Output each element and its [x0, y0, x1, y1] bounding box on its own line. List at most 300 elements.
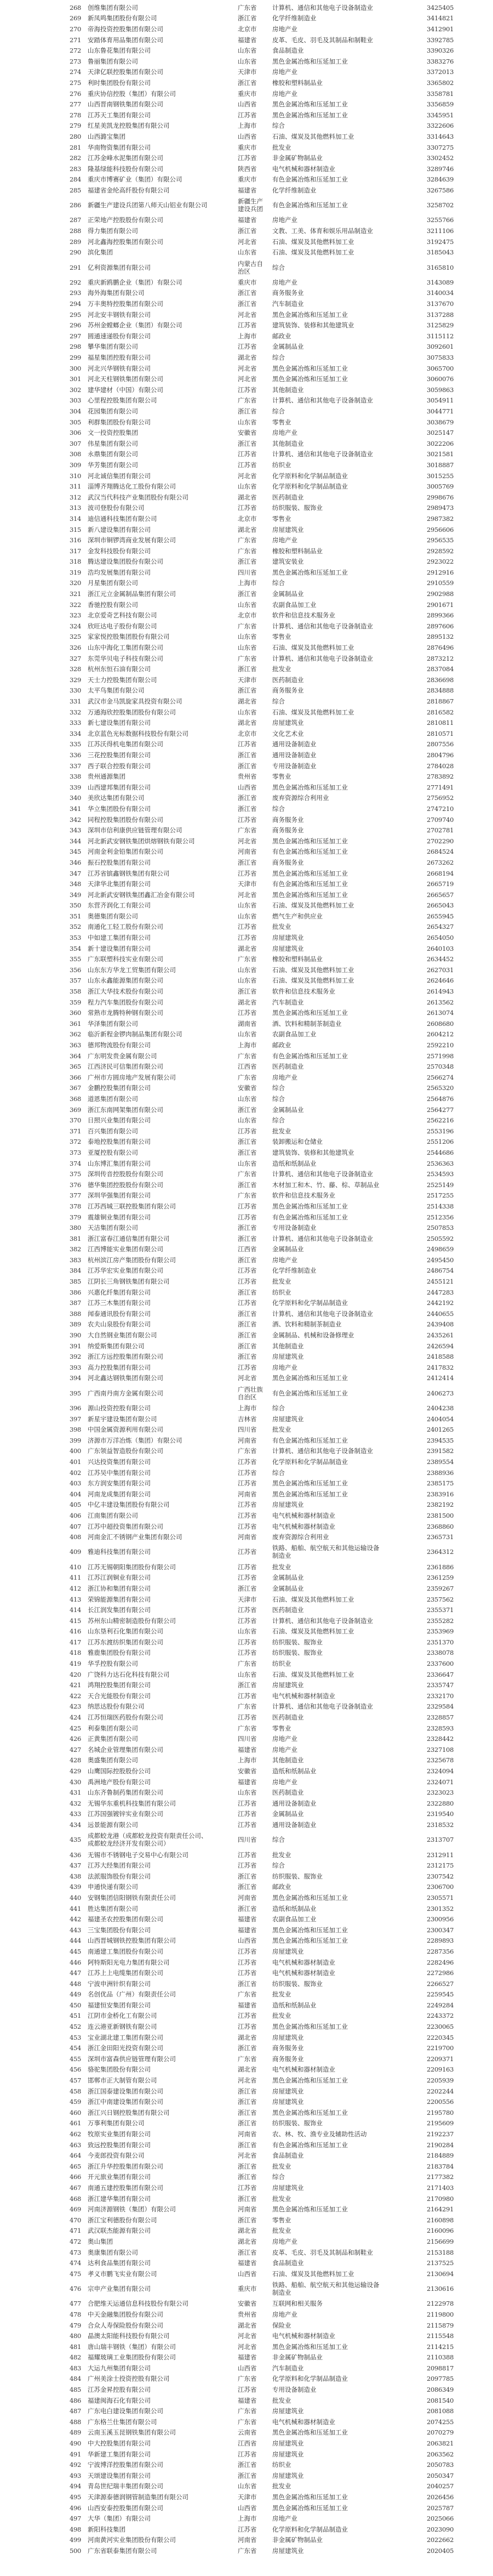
table-row [0, 567, 493, 578]
rank-cell: 299 [70, 354, 82, 362]
province-cell: 江苏省 [238, 1522, 257, 1530]
revenue-cell: 2209163 [427, 2066, 454, 2074]
table-row [0, 1860, 493, 1871]
company-name-cell: 文一投资控股集团 [88, 429, 138, 437]
rank-cell: 476 [70, 2285, 82, 2293]
table-row [0, 1137, 493, 1148]
table-row [0, 2257, 493, 2268]
industry-cell: 医药制造业 [272, 1713, 304, 1722]
table-row [0, 1562, 493, 1573]
table-row [0, 2374, 493, 2385]
industry-cell: 商务服务业 [272, 2044, 304, 2052]
table-row [0, 610, 493, 621]
province-cell: 上海市 [238, 1404, 257, 1412]
company-name-cell: 苏州东山精密制造股份有限公司 [88, 1616, 176, 1625]
province-cell: 江苏省 [238, 1127, 257, 1135]
company-name-cell: 安钢集团信阳钢铁有限责任公司 [88, 1893, 176, 1902]
table-row [0, 997, 493, 1008]
province-cell: 贵州省 [238, 2310, 257, 2318]
revenue-cell: 3372013 [427, 68, 454, 76]
province-cell: 浙江省 [238, 1584, 257, 1592]
province-cell: 浙江省 [238, 686, 257, 695]
industry-cell: 批发业 [272, 1278, 291, 1286]
province-cell: 山东省 [238, 1094, 257, 1103]
table-row [0, 110, 493, 121]
revenue-cell: 2306700 [427, 1883, 454, 1891]
province-cell: 上海市 [238, 122, 257, 130]
province-cell: 福建省 [238, 1915, 257, 1924]
company-name-cell: 法派服饰股份有限公司 [88, 1872, 151, 1880]
company-name-cell: 山鹰国际控股股份公司 [88, 1767, 151, 1775]
revenue-cell: 3140034 [427, 289, 454, 297]
table-row [0, 1967, 493, 1978]
province-cell: 福建省 [238, 36, 257, 44]
province-cell: 江西省 [238, 2439, 257, 2448]
table-row [0, 131, 493, 142]
industry-cell: 石油、煤炭及其他燃料加工业 [272, 248, 354, 257]
province-cell: 江苏省 [238, 1511, 257, 1519]
industry-cell: 软件和信息技术服务业 [272, 1191, 335, 1200]
rank-cell: 344 [70, 837, 82, 845]
revenue-cell: 2534593 [427, 1170, 454, 1178]
rank-cell: 463 [70, 2141, 82, 2149]
revenue-cell: 2665719 [427, 880, 454, 888]
industry-cell: 黑色金属冶炼和压延加工业 [272, 111, 348, 119]
revenue-cell: 3185043 [427, 248, 454, 257]
table-row [0, 298, 493, 309]
rank-cell: 278 [70, 111, 82, 119]
rank-cell: 397 [70, 1415, 82, 1423]
province-cell: 浙江省 [238, 2248, 257, 2256]
rank-cell: 467 [70, 2183, 82, 2192]
rank-cell: 499 [70, 2536, 82, 2544]
rank-cell: 453 [70, 2033, 82, 2041]
company-name-cell: 帝海投资控股集团有限公司 [88, 25, 163, 33]
industry-cell: 黑色金属冶炼和压延加工业 [272, 310, 348, 319]
company-name-cell: 滨化集团 [88, 248, 113, 257]
industry-cell: 房地产业 [272, 1778, 297, 1786]
revenue-cell: 2624646 [427, 977, 454, 985]
province-cell: 江苏省 [238, 1479, 257, 1488]
industry-cell: 批发业 [272, 1851, 291, 1859]
rank-cell: 497 [70, 2515, 82, 2523]
revenue-cell: 2804796 [427, 751, 454, 759]
rank-cell: 445 [70, 1947, 82, 1955]
revenue-cell: 2912916 [427, 568, 454, 576]
company-name-cell: 江苏中超投资集团有限公司 [88, 1522, 163, 1530]
province-cell: 江苏省 [238, 1958, 257, 1966]
province-cell: 江苏省 [238, 1202, 257, 1210]
company-name-cell: 福耀玻璃工业集团股份有限公司 [88, 2353, 176, 2362]
revenue-cell: 2684524 [427, 848, 454, 856]
industry-cell [272, 1544, 427, 1559]
province-cell: 江苏省 [238, 450, 257, 458]
rank-cell: 400 [70, 1447, 82, 1455]
revenue-cell: 2156699 [427, 2237, 454, 2245]
revenue-cell: 2050783 [427, 2461, 454, 2469]
province-cell: 安徽省 [238, 1084, 257, 1092]
company-name-cell: 攀华集团有限公司 [88, 343, 138, 351]
revenue-cell: 2910559 [427, 579, 454, 587]
province-cell: 河南省 [238, 848, 257, 856]
industry-cell: 综合 [272, 1836, 285, 1844]
rank-cell: 276 [70, 89, 82, 98]
table-row [0, 35, 493, 46]
company-name-cell: 万丰奥特控股集团有限公司 [88, 300, 163, 308]
rank-cell: 496 [70, 2504, 82, 2512]
province-cell: 江苏省 [238, 1457, 257, 1466]
company-name-cell: 河北鑫海控股集团有限公司 [88, 237, 163, 246]
province-cell: 江苏省 [238, 934, 257, 942]
province-cell: 浙江省 [238, 1342, 257, 1350]
rank-cell: 404 [70, 1490, 82, 1498]
company-name-cell: 江苏华宏实业集团有限公司 [88, 1267, 163, 1275]
company-name-cell: 奥康集团有限公司 [88, 2248, 138, 2256]
industry-cell: 石油、煤炭及其他燃料加工业 [272, 708, 354, 716]
revenue-cell: 3356859 [427, 100, 454, 109]
company-name-cell: 江苏西城三联控股集团有限公司 [88, 1202, 176, 1210]
revenue-cell: 2329584 [427, 1703, 454, 1711]
province-cell: 江苏省 [238, 2450, 257, 2458]
revenue-cell: 2325678 [427, 1756, 454, 1764]
province-cell: 湖北省 [238, 719, 257, 727]
rank-cell: 319 [70, 568, 82, 576]
industry-cell: 酒、饮料和精制茶制造业 [272, 1320, 342, 1329]
company-name-cell: 浙江兴日钢控股集团有限公司 [88, 2108, 170, 2117]
table-row [0, 1478, 493, 1489]
company-name-cell: 浙江建华集团有限公司 [88, 2194, 151, 2203]
table-row [0, 1115, 493, 1126]
company-name-cell: 兴惠化纤集团有限公司 [88, 1288, 151, 1296]
industry-cell: 化学纤维制造业 [272, 1267, 317, 1275]
company-name-cell: 纳爱斯集团有限公司 [88, 1342, 145, 1350]
table-row [0, 247, 493, 258]
company-name-cell: 广州市方圆房地产发展有限公司 [88, 1073, 176, 1081]
company-name-cell: 江苏恒瑞医药股份有限公司 [88, 1713, 163, 1722]
revenue-cell: 2361886 [427, 1563, 454, 1571]
table-row [0, 1179, 493, 1190]
table-row [0, 2470, 493, 2481]
company-name-cell: 河北鑫达钢铁集团有限公司 [88, 1374, 163, 1382]
table-row [0, 196, 493, 215]
industry-cell: 互联网和相关服务 [272, 2300, 323, 2308]
revenue-cell: 2153188 [427, 2248, 454, 2256]
table-row [0, 761, 493, 771]
rank-cell: 473 [70, 2248, 82, 2256]
province-cell: 浙江省 [238, 439, 257, 447]
province-cell: 河北省 [238, 237, 257, 246]
province-cell: 湖北省 [238, 2237, 257, 2245]
rank-cell: 364 [70, 1052, 82, 1060]
industry-cell: 装卸搬运和仓储业 [272, 1138, 323, 1146]
industry-cell: 造纸和纸制品业 [272, 1159, 317, 1167]
company-name-cell: 农夫山泉股份有限公司 [88, 1320, 151, 1329]
rank-cell: 457 [70, 2076, 82, 2085]
industry-cell: 木材加工和木、竹、藤、棕、草制品业 [272, 1181, 380, 1189]
industry-cell: 黑色金属冶炼和压延加工业 [272, 1893, 348, 1902]
revenue-cell: 2243372 [427, 2012, 454, 2020]
rank-cell: 296 [70, 321, 82, 330]
rank-cell: 371 [70, 1127, 82, 1135]
province-cell: 山东省 [238, 966, 257, 974]
industry-cell: 通用设备制造业 [272, 1799, 317, 1807]
company-name-cell: 奥德集团有限公司 [88, 912, 138, 920]
company-name-cell: 月星集团有限公司 [88, 579, 138, 587]
industry-cell: 造纸和纸制品业 [272, 1904, 317, 1913]
rank-cell: 459 [70, 2098, 82, 2106]
table-row [0, 1798, 493, 1809]
company-name-cell: 金鹏控股集团有限公司 [88, 1084, 151, 1092]
province-cell: 广东省 [238, 1073, 257, 1081]
province-cell: 江苏省 [238, 321, 257, 330]
table-row [0, 1594, 493, 1605]
industry-cell: 综合 [272, 1862, 285, 1870]
revenue-cell: 2401265 [427, 1426, 454, 1434]
revenue-cell: 2391582 [427, 1447, 454, 1455]
industry-cell: 房地产业 [272, 89, 297, 98]
company-name-cell: 安踏体育用品集团有限公司 [88, 36, 163, 44]
revenue-cell: 2836698 [427, 676, 454, 684]
table-row [0, 2140, 493, 2151]
province-cell [238, 197, 272, 213]
province-cell: 河北省 [238, 472, 257, 480]
province-cell: 河南省 [238, 2536, 257, 2544]
industry-cell: 非金属矿物制品业 [272, 154, 323, 162]
province-cell: 湖北省 [238, 944, 257, 952]
rank-cell: 394 [70, 1374, 82, 1382]
province-cell: 浙江省 [238, 1872, 257, 1880]
revenue-cell: 3412901 [427, 25, 454, 33]
company-name-cell: 雅鹿集团股份有限公司 [88, 1649, 151, 1657]
company-name-cell: 浙江升华控股集团有限公司 [88, 2162, 163, 2170]
company-name-cell: 禹洲地产股份有限公司 [88, 1778, 151, 1786]
company-name-cell: 河南黄河实业集团股份有限公司 [88, 2536, 176, 2544]
table-row [0, 2086, 493, 2097]
company-name-cell: 骆驼集团股份有限公司 [88, 2066, 151, 2074]
table-row [0, 524, 493, 535]
revenue-cell: 2837084 [427, 665, 454, 673]
table-row [0, 2279, 493, 2299]
province-cell: 浙江省 [238, 2194, 257, 2203]
revenue-cell: 2613562 [427, 998, 454, 1006]
table-row [0, 847, 493, 858]
revenue-cell: 2164291 [427, 2205, 454, 2214]
province-cell: 浙江省 [238, 590, 257, 598]
revenue-cell: 2365731 [427, 1533, 454, 1541]
table-row [0, 142, 493, 153]
province-cell: 山东省 [238, 418, 257, 426]
revenue-cell: 2202244 [427, 2087, 454, 2095]
table-row [0, 1690, 493, 1701]
rank-cell: 309 [70, 461, 82, 469]
table-row [0, 459, 493, 470]
industry-cell: 纺织服装、服饰业 [272, 1979, 323, 1988]
company-name-cell: 利群集团股份有限公司 [88, 418, 151, 426]
company-name-cell: 河北诚信集团有限公司 [88, 472, 151, 480]
table-row [0, 1766, 493, 1777]
industry-cell: 商务服务业 [272, 815, 304, 824]
rank-cell: 469 [70, 2205, 82, 2214]
revenue-cell: 2507853 [427, 1224, 454, 1232]
industry-cell: 黑色金属冶炼和压延加工业 [272, 2108, 348, 2117]
table-row [0, 1158, 493, 1169]
table-row [0, 56, 493, 67]
rank-cell: 324 [70, 622, 82, 630]
rank-cell: 434 [70, 1820, 82, 1829]
table-row [0, 599, 493, 610]
table-row [0, 1201, 493, 1212]
company-name-cell: 今麦郎投资有限公司 [88, 2152, 145, 2160]
table-row [0, 717, 493, 728]
province-cell: 浙江省 [238, 1979, 257, 1988]
table-row [0, 417, 493, 428]
province-cell: 浙江省 [238, 1331, 257, 1340]
company-name-cell: 天士力控股集团有限公司 [88, 676, 157, 684]
rank-cell: 382 [70, 1245, 82, 1253]
rank-cell: 338 [70, 773, 82, 781]
revenue-cell: 2266527 [427, 1979, 454, 1988]
industry-cell: 化学纤维制造业 [272, 14, 317, 22]
company-name-cell: 得力集团有限公司 [88, 227, 138, 235]
rank-cell: 356 [70, 966, 82, 974]
province-cell: 上海市 [238, 332, 257, 340]
rank-cell: 298 [70, 343, 82, 351]
province-cell: 福建省 [238, 1778, 257, 1786]
table-row [0, 1330, 493, 1341]
rank-cell: 388 [70, 1309, 82, 1318]
table-row [0, 1222, 493, 1233]
industry-cell: 专用设备制造业 [272, 2386, 317, 2394]
company-name-cell: 正荣地产控股股份有限公司 [88, 216, 163, 224]
industry-cell: 化学原料和化学制品制造业 [272, 1457, 348, 1466]
industry-cell: 综合 [272, 1404, 285, 1412]
rank-cell: 322 [70, 600, 82, 609]
company-name-cell: 欣旺达电子股份有限公司 [88, 622, 157, 630]
table-row [0, 943, 493, 954]
revenue-cell: 2566274 [427, 1073, 454, 1081]
company-name-cell: 宗申产业集团有限公司 [88, 2285, 151, 2293]
industry-cell: 批发业 [272, 665, 291, 673]
rank-cell: 392 [70, 1353, 82, 1361]
rank-cell: 291 [70, 263, 82, 271]
industry-cell: 纺织业 [272, 461, 291, 469]
company-name-cell: 三宝集团股份有限公司 [88, 1926, 151, 1934]
table-row [0, 2000, 493, 2011]
province-cell: 江苏省 [238, 385, 257, 394]
province-cell: 山东省 [238, 977, 257, 985]
province-cell: 上海市 [238, 1041, 257, 1049]
table-row [0, 492, 493, 503]
revenue-cell: 2810811 [427, 719, 454, 727]
company-name-cell: 新阳科技集团 [88, 2525, 125, 2533]
rank-cell: 383 [70, 1256, 82, 1264]
industry-cell: 批发业 [272, 2194, 291, 2203]
revenue-cell: 2249284 [427, 2001, 454, 2009]
province-cell: 江苏省 [238, 2183, 257, 2192]
province-cell: 浙江省 [238, 665, 257, 673]
industry-cell: 综合 [272, 697, 285, 706]
company-name-cell: 东莞华贝电子科技有限公司 [88, 654, 163, 662]
revenue-cell: 2184889 [427, 2152, 454, 2160]
table-row [0, 2320, 493, 2331]
company-name-cell: 福建闽海石化有限公司 [88, 2396, 151, 2404]
rank-cell: 405 [70, 1501, 82, 1509]
table-row [0, 1723, 493, 1734]
revenue-cell: 2097785 [427, 2375, 454, 2383]
revenue-cell: 2771491 [427, 783, 454, 791]
province-cell: 天津市 [238, 880, 257, 888]
revenue-cell: 2205939 [427, 2076, 454, 2085]
province-cell-line: 建设兵团 [238, 205, 263, 213]
revenue-cell: 3115112 [427, 332, 454, 340]
industry-cell: 有色金属冶炼和压延加工业 [272, 848, 348, 856]
rank-cell: 342 [70, 815, 82, 824]
table-row [0, 1212, 493, 1223]
industry-cell: 房地产业 [272, 25, 297, 33]
province-cell: 江苏省 [238, 1606, 257, 1614]
revenue-cell: 2219700 [427, 2044, 454, 2052]
industry-cell: 通用设备制造业 [272, 740, 317, 748]
province-cell: 浙江省 [238, 1148, 257, 1156]
industry-cell: 金属制品业 [272, 1574, 304, 1582]
industry-cell: 金属制品业 [272, 1245, 304, 1253]
industry-cell: 黑色金属冶炼和压延加工业 [272, 1374, 348, 1382]
company-name-cell: 天洁集团有限公司 [88, 1224, 138, 1232]
table-row [0, 1168, 493, 1179]
province-cell: 浙江省 [238, 1224, 257, 1232]
table-row [0, 331, 493, 342]
province-cell: 湖北省 [238, 2033, 257, 2041]
company-name-cell: 华新建工集团有限公司 [88, 2450, 151, 2458]
rank-cell: 380 [70, 1224, 82, 1232]
rank-cell: 312 [70, 493, 82, 501]
company-name-cell: 名城企业管理集团有限公司 [88, 1745, 163, 1754]
revenue-cell: 2355371 [427, 1606, 454, 1614]
province-cell: 江苏省 [238, 2386, 257, 2394]
revenue-cell: 2702290 [427, 837, 454, 845]
company-name-cell: 隆基绿能科技股份有限公司 [88, 164, 163, 173]
revenue-cell: 2272986 [427, 1969, 454, 1977]
industry-cell: 化学原料和化学制品制造业 [272, 483, 348, 491]
industry-cell: 黑色金属冶炼和压延加工业 [272, 783, 348, 791]
revenue-cell: 2192237 [427, 2130, 454, 2138]
company-name-cell: 山西晋南钢铁集团有限公司 [88, 100, 163, 109]
company-name-cell: 振石控股集团有限公司 [88, 858, 151, 866]
industry-cell: 房地产业 [272, 1363, 297, 1371]
company-name-cell: 合肥维天运通信息科技股份有限公司 [88, 2300, 188, 2308]
rank-cell: 390 [70, 1331, 82, 1340]
province-cell: 山东省 [238, 708, 257, 716]
rank-cell: 320 [70, 579, 82, 587]
rank-cell: 274 [70, 68, 82, 76]
province-cell: 广东省 [238, 396, 257, 405]
rank-cell: 403 [70, 1479, 82, 1488]
rank-cell: 483 [70, 2364, 82, 2372]
revenue-cell: 2608680 [427, 1019, 454, 1028]
industry-cell: 批发业 [272, 1127, 291, 1135]
table-row [0, 2449, 493, 2460]
company-name-cell: 深圳市铜锣湾商业发展有限公司 [88, 536, 176, 544]
rank-cell: 492 [70, 2461, 82, 2469]
rank-cell: 307 [70, 439, 82, 447]
industry-cell: 纺织业 [272, 2461, 291, 2469]
province-cell: 江苏省 [238, 1574, 257, 1582]
company-name-cell: 浙江宝利德股份有限公司 [88, 2216, 157, 2224]
table-row [0, 2395, 493, 2406]
industry-cell: 综合 [272, 1094, 285, 1103]
province-cell: 北京市 [238, 729, 257, 737]
revenue-cell: 2040257 [427, 2482, 454, 2490]
